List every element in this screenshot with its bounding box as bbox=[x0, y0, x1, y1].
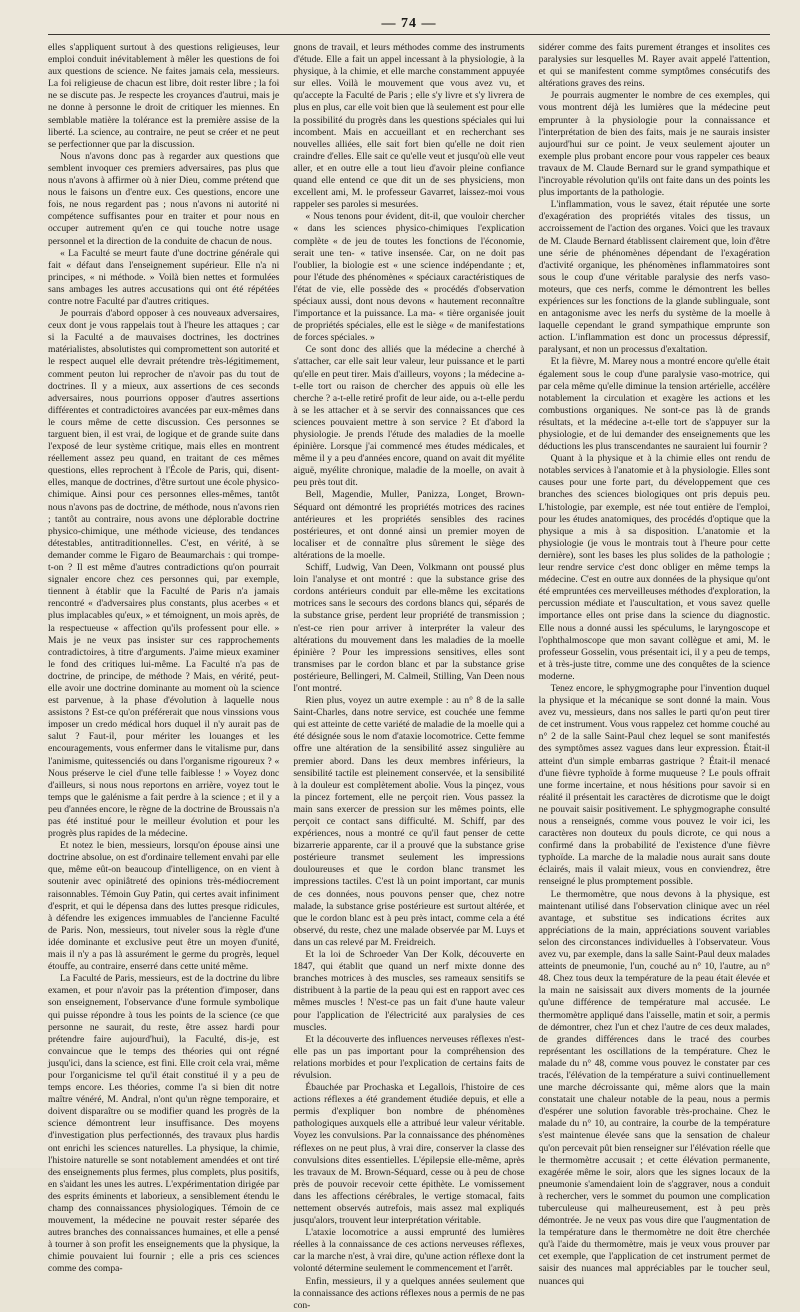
text-columns bbox=[48, 42, 770, 1311]
paragraph: L'ataxie locomotrice a aussi emprunté des lumières réelles à la connaissance de ces actions nerveuses réflexes, car la marche n'est, à vrai dire, qu'une action réflexe dont la volonté détermine seulement le commencement et l'arrêt. bbox=[293, 1227, 525, 1275]
paragraph: Schiff, Ludwig, Van Deen, Volkmann ont poussé plus loin l'analyse et ont montré : que la substance grise des cordons antérieurs conduit par elle-même les excitations motrices sans le secours des cordons blancs qui, séparés de la substance grise, perdent leur propriété de transmission ; n'est-ce rien pour arriver à interpréter la valeur des altérations du mouvement dans les maladies de la moelle épinière ? Pour les impressions sensitives, elles sont transmises par le cordon blanc et par la substance grise postérieure, Bellingeri, M. Calmeil, Stilling, Van Deen nous l'ont montré. bbox=[293, 562, 525, 694]
paragraph: elles s'appliquent surtout à des questions religieuses, leur emploi conduit inévitablement à mêler les questions de foi aux questions de science. Ne faites jamais cela, messieurs. La foi religieuse de chacun est libre, doit rester libre ; la foi ne se discute pas. Je respecte les croyances d'autrui, mais je ne donne à personne le droit de critiquer les miennes. En semblable matière la tolérance est la première assise de la liberté. La science, au contraire, ne peut se créer et ne peut se perfectionner que par la discussion. bbox=[48, 42, 280, 150]
page-number: — 74 — bbox=[381, 16, 437, 31]
paragraph: « La Faculté se meurt faute d'une doctrine générale qui fait « défaut dans l'enseignement supérieur. Elle n'a ni principes, « ni méthode. » Voilà bien nettes et formulées sans ambages les autres accusations qui ont été répétées contre notre Faculté par d'autres critiques. bbox=[48, 247, 280, 307]
column-left bbox=[48, 42, 280, 1275]
paragraph: Quant à la physique et à la chimie elles ont rendu de notables services à l'anatomie et à la physiologie. Elles sont causes pour une forte part, du développement que ces branches des sciences biologiques ont pris depuis peu. L'histologie, par exemple, est née tout entière de l'emploi, pour les études anatomiques, des procédés d'optique que la physique a mis à sa disposition. L'anatomie et la physiologie (je vous le montrais tout à l'heure pour cette dernière), sont les bases les plus solides de la pathologie ; leur rendre service c'est donc obliger en même temps la médecine. C'est en outre aux données de la physique qu'ont été empruntées ces merveilleuses méthodes d'exploration, la percussion médiate et l'auscultation, et vous savez quelle importance elles ont prise dans la science du diagnostic. Elle nous a donné aussi les spéculums, le laryngoscope et l'ophthalmoscope que mon savant collègue et ami, M. le professeur Gosselin, vous présentait ici, il y a peu de temps, et à très-juste titre, comme une des conquêtes de la science moderne. bbox=[538, 453, 770, 682]
paragraph: Et notez le bien, messieurs, lorsqu'on épouse ainsi une doctrine absolue, on est d'ordinaire tellement envahi par elle que, même eût-on beaucoup d'intelligence, on en vient à soutenir avec opiniâtreté des opinions très-médiocrement raisonnables. Témoin Guy Patin, qui certes avait infiniment d'esprit, et qui le dépensa dans des luttes presque ridicules, à défendre les exigences immuables de l'ancienne Faculté de Paris. Non, messieurs, tout niveler sous la règle d'une idée dominante et exclusive peut être un moyen d'unité, mais il n'y a pas là assurément le germe du progrès, lequel étouffe, au contraire, enserré dans cette unité même. bbox=[48, 840, 280, 973]
paragraph: Ébauchée par Prochaska et Legallois, l'histoire de ces actions réflexes a été grandement étudiée depuis, et elle a permis d'expliquer bon nombre de phénomènes pathologiques auxquels elle a attribué leur valeur véritable. Voyez les convulsions. Par la connaissance des phénomènes réflexes on ne peut plus, à vrai dire, conserver la classe des convulsions dites essentielles. L'épilepsie elle-même, après les travaux de M. Brown-Séquard, cesse ou à peu de chose près de pouvoir recevoir cette épithète. Le vomissement dans les affections cérébrales, le vertige stomacal, faits nettement observés autrefois, mais assez mal expliqués jusqu'alors, trouvent leur interprétation véritable. bbox=[293, 1082, 525, 1227]
paragraph: « Nous tenons pour évident, dit-il, que vouloir chercher « dans les sciences physico-chimiques l'explication complète « de jeu de toutes les fonctions de l'économie, serait une ten- « tative insensée. Car, on ne doit pas l'oublier, la biologie est « une science indépendante ; et, pour l'étude des phénomènes « spéciaux caractéristiques de l'état de vie, elle possède des « procédés d'observation spéciaux aussi, dont nous devons « hautement reconnaître l'importance et la puissance. La ma- « tière organisée jouit de propriétés spéciales, elle est le siège « de manifestations de forces spéciales. » bbox=[293, 211, 525, 344]
header-rule bbox=[48, 34, 770, 35]
paragraph: Et la loi de Schroeder Van Der Kolk, découverte en 1847, qui établit que quand un nerf mixte donne des branches motrices à des muscles, ses rameaux sensitifs se distribuent à la partie de la peau qui est en rapport avec ces mêmes muscles ! N'est-ce pas un fait d'une haute valeur pour l'application de l'électricité aux paralysies de ces muscles. bbox=[293, 949, 525, 1033]
column-right bbox=[538, 42, 770, 1287]
paragraph: Le thermomètre, que nous devons à la physique, est maintenant utilisé dans l'observation clinique avec un réel avantage, et substitue ses indications écrites aux appréciations de la main, appréciations souvent variables selon des circonstances individuelles à l'observateur. Vous avez vu, par exemple, dans la salle Saint-Paul deux malades atteints de pneumonie, l'un, couché au n° 10, l'autre, au n° 48. Chez tous deux la température de la peau était élevée et la main ne saisissait aux divers moments de la journée qu'une différence de température mal accusée. Le thermomètre appliqué dans l'aisselle, matin et soir, a permis de démontrer, chez l'un et chez l'autre de ces deux malades, de grandes différences dans le tracé des courbes représentant les oscillations de la température. Chez le malade du n° 48, comme vous pouvez le constater par ces tracés, l'élévation de la température a suivi continuellement une marche décroissante qui, même alors que la main constatait une chaleur notable de la peau, nous a permis d'espérer une solution favorable très-prochaine. Chez le malade du n° 10, au contraire, la courbe de la température s'est maintenue élevée sans que la sensation de chaleur qu'on percevait pût bien renseigner sur l'élévation réelle que le thermomètre accusait ; et cette élévation permanente, exagérée même le soir, alors que les signes locaux de la pneumonie s'amendaient loin de s'aggraver, nous a conduit à rechercher, vers le sommet du poumon une complication tuberculeuse qui malheureusement, est à peu près démontrée. Je ne veux pas vous dire que l'augmentation de la température dans le thermomètre ne doit être cherchée qu'à l'aide du thermomètre, mais je veux vous prouver par cet exemple, que l'application de cet instrument permet de saisir des nuances mal appréciables par le toucher seul, nuances qui bbox=[538, 888, 770, 1287]
page-header bbox=[48, 12, 770, 36]
paragraph: La Faculté de Paris, messieurs, est de la doctrine du libre examen, et pour n'avoir pas la prétention d'imposer, dans son enseignement, l'observance d'une formule symbolique qui puisse répondre à tous les points de la science (ce que personne ne saurait, du reste, être assez hardi pour prétendre faire aujourd'hui), la Faculté, dis-je, est convaincue que le temps des théories qui ont régné jusqu'ici, dans la science, est fini. Elle croit cela vrai, même pour l'organicisme tel qu'il était constitué il y a peu de temps encore. Les théories, comme l'a si bien dit notre maître vénéré, M. Andral, n'ont qu'un règne temporaire, et doivent disparaître ou se modifier quand les progrès de la science démontrent leur insuffisance. Des moyens d'investigation plus perfectionnés, des travaux plus hardis ont enrichi les sciences naturelles. La physique, la chimie, l'histoire naturelle se sont notablement amendées et ont tiré des enseignements plus fermes, plus complets, plus positifs, en s'aidant les unes les autres. L'expérimentation dirigée par des esprits éminents et laborieux, a sensiblement étendu le champ des connaissances physiologiques. Témoin de ce mouvement, la médecine ne pouvait rester séparée des autres branches des connaissances humaines, et elle a pensé à tourner à son profit les enseignements que la physique, la chimie pouvaient lui fournir ; elle a pris ces sciences comme des compa- bbox=[48, 973, 280, 1275]
paragraph: Je pourrais augmenter le nombre de ces exemples, qui vous montrent déjà les lumières que la médecine peut emprunter à la physiologie pour la connaissance et l'interprétation de bien des faits, mais je ne saurais insister aujourd'hui sur ce point. Je veux seulement ajouter un exemple plus probant encore pour vous rappeler ces beaux travaux de M. Claude Bernard sur le grand sympathique et l'incroyable révolution qu'ils ont faite dans un des points les plus importants de la pathologie. bbox=[538, 90, 770, 199]
paragraph: Nous n'avons donc pas à regarder aux questions que semblent invoquer ces premiers adversaires, pas plus que nous n'avons à affirmer où à nier Dieu, comme prétend que nous le faisons un d'entre eux. Ces questions, encore une fois, ne nous regardent pas ; nous n'avons ni autorité ni compétence suffisantes pour en traiter et pour nous en occuper autrement qu'en ce qui touche notre usage personnel et la direction de la conduite de chacun de nous. bbox=[48, 150, 280, 247]
column-middle bbox=[293, 42, 525, 1311]
paragraph: sidérer comme des faits purement étranges et insolites ces paralysies sur lesquelles M. Rayer avait appelé l'attention, et qui se manifestent comme symptômes consécutifs des altérations graves des reins. bbox=[538, 42, 770, 90]
paragraph: Ce sont donc des alliés que la médecine a cherché à s'attacher, car elle sait leur valeur, leur puissance et le parti qu'elle en peut tirer. Mais d'ailleurs, voyons ; la médecine a-t-elle tort ou raison de chercher des appuis où elle les cherche ? a-t-elle retiré profit de leur aide, ou a-t-elle perdu à se les attacher et à se servir des connaissances que ces sciences pouvaient mettre à son service ? Et d'abord la physiologie. Je prends l'étude des maladies de la moelle épinière. Lorsque j'ai commencé mes études médicales, et même il y a peu d'années encore, quand on avait dit myélite aiguë, myélite chronique, maladie de la moelle, on avait à peu près tout dit. bbox=[293, 344, 525, 489]
paragraph: Rien plus, voyez un autre exemple : au n° 8 de la salle Saint-Charles, dans notre service, est couchée une femme qui est atteinte de cette variété de maladie de la moelle qui a été désignée sous le nom d'ataxie locomotrice. Cette femme offre une altération de la sensibilité assez singulière au premier abord. Dans les deux membres inférieurs, la sensibilité tactile est pleinement conservée, et la sensibilité à la douleur est complètement abolie. Vous la pinçez, vous la pincez fortement, elle ne perçoit rien. Vous passez la main sans exercer de pression sur les mêmes points, elle perçoit ce contact sans difficulté. M. Schiff, par des expériences, nous a montré ce qu'il faut penser de cette bizarrerie apparente, car il a prouvé que la substance grise postérieure transmet seulement les impressions douloureuses et que le cordon blanc transmet les impressions tactiles. C'est là un point important, car munis de ces données, nous pouvons penser que, chez notre malade, la substance grise postérieure est surtout altérée, et que le cordon blanc est à peu près intact, comme cela a été observé, du reste, chez une malade observée par M. Luys et dans un cas relevé par M. Freidreich. bbox=[293, 695, 525, 948]
paragraph: Et la découverte des influences nerveuses réflexes n'est-elle pas un pas important pour la compréhension des relations morbides et pour l'explication de certains faits de révulsion. bbox=[293, 1033, 525, 1081]
paragraph: L'inflammation, vous le savez, était réputée une sorte d'exagération des propriétés vitales des tissus, un accroissement de l'action des organes. Voici que les travaux de M. Claude Bernard établissent clairement que, loin d'être une série de phénomènes dépendant de l'exagération d'activité organique, les phénomènes inflammatoires sont sous le coup d'une véritable paralysie des nerfs vaso-moteurs, que ces nerfs, comme le démontrent les belles expériences sur les fonctions de la glande sublinguale, sont en antagonisme avec les nerfs du système de la moelle à laquelle cependant le grand sympathique emprunte son action. L'inflammation est donc un processus dépressif, paralysant, et non un processus d'exaltation. bbox=[538, 199, 770, 356]
paragraph: Tenez encore, le sphygmographe pour l'invention duquel la physique et la mécanique se sont donné la main. Vous avez vu, messieurs, dans nos salles le parti qu'on peut tirer de cet instrument. Vous vous rappelez cet homme couché au n° 2 de la salle Saint-Paul chez lequel se sont manifestés des symptômes assez vagues dans leur expression. Était-il atteint d'un simple embarras gastrique ? Était-il menacé d'une fièvre typhoïde à forme muqueuse ? Le pouls offrait une forme incertaine, et nous hésitions pour savoir si en réalité il présentait les caractères de dicrotisme que le doigt ne pouvait saisir positivement. Le sphygmographe consulté nous a renseignés, comme vous pouvez le voir ici, les caractères non douteux du pouls dicrote, ce qui nous a confirmé dans la probabilité de l'existence d'une fièvre typhoïde. La marche de la maladie nous aurait sans doute éclairés, mais il valait mieux, vous en conviendrez, être renseigné le plus promptement possible. bbox=[538, 682, 770, 888]
paragraph: Et la fièvre, M. Marey nous a montré encore qu'elle était également sous le coup d'une paralysie vaso-motrice, qui par cela même qu'elle diminue la tension artérielle, accélère notablement la circulation et exagère les actions et les combustions organiques. Ne sont-ce pas là de grands résultats, et la médecine a-t-elle tort de s'appuyer sur la physiologie, et de lui demander des enseignements que les déductions les plus transcendantes ne sauraient lui fournir ? bbox=[538, 356, 770, 453]
paragraph: Enfin, messieurs, il y a quelques années seulement que la connaissance des actions réflexes nous a permis de ne pas con- bbox=[293, 1275, 525, 1311]
paragraph: Je pourrais d'abord opposer à ces nouveaux adversaires, ceux dont je vous rappelais tout à l'heure les attaques ; car si la Faculté a de mauvaises doctrines, les doctrines matérialistes, absolutistes qui compromettent son autorité et le respect auquel elle devrait prétendre très-légitimement, comment peuton lui reprocher de n'avoir pas du tout de doctrines. Il y a mieux, aux assertions de ces seconds adversaires, nous pourrions opposer d'autres assertions différentes et contradictoires avancées par eux-mêmes dans le cours même de cette discussion. Ces personnes se targuent bien, il est vrai, de logique et de grande suite dans l'exposé de leur système critique, mais elles en montrent réellement assez peu quand, en traitant de ces mêmes questions, elles reprochent à l'École de Paris, qui, disent-elles, manque de doctrines, d'être surtout une école physico-chimique. Ainsi pour ces personnes elles-mêmes, tantôt nous n'avons pas de doctrine, de méthode, nous n'avons rien ; tantôt au contraire, nous avons une déplorable doctrine physico-chimique, une méthode vicieuse, des tendances détestables, antitraditionnelles. C'est, en vérité, à se demander comme le Figaro de Beaumarchais : qui trompe-t-on ? Il est même d'autres contradictions qu'on pourrait signaler encore chez ces personnes qui, par exemple, tiennent à établir que la Faculté de Paris n'a jamais rencontré « d'adversaires plus constants, plus acerbes « et plus implacables qu'eux, » et témoignent, un mois après, de la respectueuse « affection qu'ils professent pour elle. » Mais je ne veux pas insister sur ces rapprochements contradictoires, à titre d'arguments. J'aime mieux examiner le fond des critiques lui-même. La Faculté n'a pas de doctrine, de principe, de méthode ? Mais, en vérité, peut-elle avoir une doctrine dominante au moment où la science est parvenue, à la phase d'évolution à laquelle nous assistons ? Est-ce qu'on préférerait que nous vinssions vous imposer un credo médical hors duquel il n'y aurait pas de salut ? Faut-il, pour mériter les louanges et les encouragements, vous enfermer dans le vitalisme pur, dans l'animisme, quitessenciés ou dans l'organisme rigoureux ? « Nous préserve le ciel d'une telle faiblesse ! » Voyez donc d'ailleurs, si nous nous reportons en arrière, voyez tout le temps que le galénisme a fait perdre à la science ; et il y a peu d'années encore, le règne de la doctrine de Broussais n'a pas été institué pour le meilleur évolution et pour les progrès plus rapides de la médecine. bbox=[48, 308, 280, 840]
paragraph: gnons de travail, et leurs méthodes comme des instruments d'étude. Elle a fait un appel incessant à la physiologie, à la physique, à la chimie, et elle marche constamment appuyée sur elles. Voilà le mouvement que vous avez vu, et qu'accepte la Faculté de Paris ; elle s'y livre et s'y livrera de plus en plus, car elle voit bien que là seulement est pour elle la possibilité du progrès dans les questions spéciales qui lui incombent. Mais en accueillant et en recherchant ses nouvelles alliées, elle sait fort bien qu'elle ne doit rien craindre d'elles. Elle sait ce qu'elle veut et jusqu'où elle veut aller, et en outre elle a tout lieu d'avoir pleine confiance quand elle entend ce que dit un de ses physiciens, mon excellent ami, M. le professeur Gavarret, laissez-moi vous rappeler ses paroles si mesurées. bbox=[293, 42, 525, 211]
paragraph: Bell, Magendie, Muller, Panizza, Longet, Brown-Séquard ont démontré les propriétés motrices des racines antérieures et les propriétés sensibles des racines postérieures, et ont donné ainsi un premier moyen de localiser et de connaître plus sûrement le siège des altérations de la moelle. bbox=[293, 489, 525, 561]
